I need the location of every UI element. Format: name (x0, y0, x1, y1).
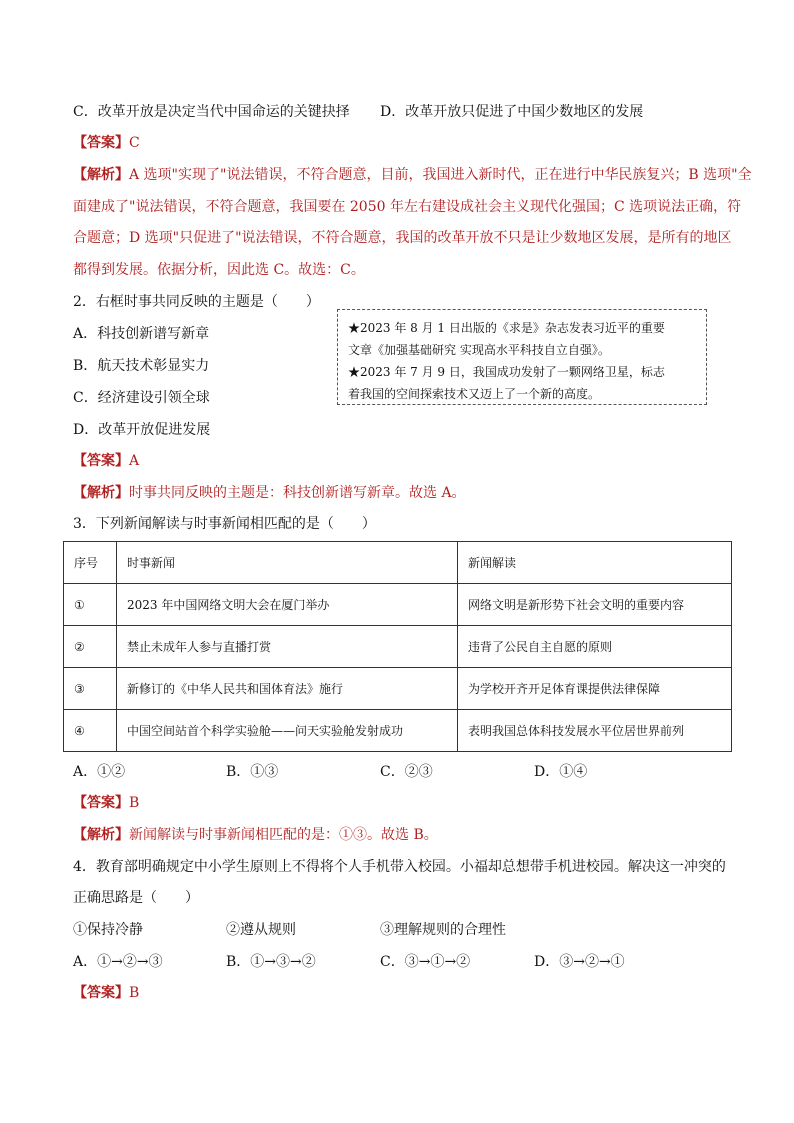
box-line: ★2023 年 7 月 9 日，我国成功发射了一颗网络卫星，标志 (348, 365, 665, 379)
q4-items (73, 920, 733, 940)
q4-stem-line-2: 正确思路是（ ） (73, 890, 199, 906)
box-line: ★2023 年 8 月 1 日出版的《求是》杂志发表习近平的重要 (348, 321, 665, 335)
q3-option-d: D．①④ (534, 764, 588, 780)
q2-analysis (73, 483, 466, 503)
q1-option-c: C．改革开放是决定当代中国命运的关键抉择 (73, 104, 350, 120)
q4-option-b: B．①→③→② (226, 954, 316, 970)
table-cell: 网络文明是新形势下社会文明的重要内容 (458, 584, 732, 626)
q3-option-c: C．②③ (380, 764, 433, 780)
box-line: 文章《加强基础研究 实现高水平科技自立自强》。 (348, 343, 610, 357)
header-cell: 时事新闻 (117, 542, 458, 584)
analysis-text: 新闻解读与时事新闻相匹配的是：①③。故选 B。 (129, 827, 438, 843)
q3-options (73, 762, 733, 782)
q2-option-d: D．改革开放促进发展 (73, 422, 211, 438)
q4-item: ①保持冷静 (73, 922, 143, 938)
q4-option-d: D．③→②→① (534, 954, 625, 970)
answer-value: A (129, 453, 140, 469)
q2-stem: 2．右框时事共同反映的主题是（ ） (73, 294, 320, 310)
answer-value: B (129, 795, 140, 811)
q4-option-c: C．③→①→② (380, 954, 471, 970)
q4-item: ②遵从规则 (226, 922, 296, 938)
table-cell: ① (64, 584, 117, 626)
q2-answer (73, 451, 139, 471)
table-row (64, 668, 732, 710)
q3-news-table (63, 541, 732, 752)
q3-analysis (73, 825, 438, 845)
analysis-text: A 选项"实现了"说法错误，不符合题意，目前，我国进入新时代，正在进行中华民族复兴；B 选项"全 (129, 167, 752, 183)
table-cell: 为学校开齐开足体育课提供法律保障 (458, 668, 732, 710)
analysis-tag: 【解析】 (73, 167, 129, 183)
q3-option-a: A．①② (73, 764, 126, 780)
answer-value: B (129, 985, 140, 1001)
answer-tag: 【答案】 (73, 985, 129, 1001)
q1-option-d: D．改革开放只促进了中国少数地区的发展 (380, 104, 644, 120)
q4-options (73, 952, 733, 972)
table-cell: 2023 年中国网络文明大会在厦门举办 (117, 584, 458, 626)
table-cell: ③ (64, 668, 117, 710)
answer-tag: 【答案】 (73, 135, 129, 151)
table-header-row (64, 542, 732, 584)
table-cell: 表明我国总体科技发展水平位居世界前列 (458, 710, 732, 752)
q1-analysis-line-2: 面建成了"说法错误，不符合题意，我国要在 2050 年左右建设成社会主义现代化强国；C 选项说法正确，符 (73, 199, 742, 215)
analysis-tag: 【解析】 (73, 485, 129, 501)
answer-tag: 【答案】 (73, 453, 129, 469)
q3-stem: 3．下列新闻解读与时事新闻相匹配的是（ ） (73, 516, 376, 532)
answer-value: C (129, 135, 140, 151)
q1-analysis-line-1 (73, 165, 752, 185)
table-cell: ④ (64, 710, 117, 752)
analysis-tag: 【解析】 (73, 827, 129, 843)
q1-answer (73, 133, 140, 153)
header-cell: 序号 (64, 542, 117, 584)
q3-option-b: B．①③ (226, 764, 279, 780)
analysis-text: 时事共同反映的主题是：科技创新谱写新章。故选 A。 (129, 485, 466, 501)
table-cell: ② (64, 626, 117, 668)
q2-news-box (337, 309, 707, 405)
q4-option-a: A．①→②→③ (73, 954, 163, 970)
q3-answer (73, 793, 139, 813)
q2-option-c: C．经济建设引领全球 (73, 390, 210, 406)
answer-tag: 【答案】 (73, 795, 129, 811)
table-row (64, 584, 732, 626)
q4-answer (73, 983, 139, 1003)
table-row (64, 626, 732, 668)
q4-item: ③理解规则的合理性 (380, 922, 506, 938)
q4-stem-line-1: 4．教育部明确规定中小学生原则上不得将个人手机带入校园。小福却总想带手机进校园。解决这一冲突的 (73, 859, 726, 875)
q2-option-b: B．航天技术彰显实力 (73, 358, 210, 374)
table-cell: 禁止未成年人参与直播打赏 (117, 626, 458, 668)
table-row (64, 710, 732, 752)
header-cell: 新闻解读 (458, 542, 732, 584)
table-cell: 新修订的《中华人民共和国体育法》施行 (117, 668, 458, 710)
table-cell: 违背了公民自主自愿的原则 (458, 626, 732, 668)
q1-analysis-line-4: 都得到发展。依据分析，因此选 C。故选：C。 (73, 262, 365, 278)
box-line: 着我国的空间探索技术又迈上了一个新的高度。 (348, 387, 601, 401)
q1-analysis-line-3: 合题意；D 选项"只促进了"说法错误，不符合题意，我国的改革开放不只是让少数地区发展，是所有的地区 (73, 230, 732, 246)
q2-option-a: A．科技创新谱写新章 (73, 326, 210, 342)
table-cell: 中国空间站首个科学实验舱——问天实验舱发射成功 (117, 710, 458, 752)
